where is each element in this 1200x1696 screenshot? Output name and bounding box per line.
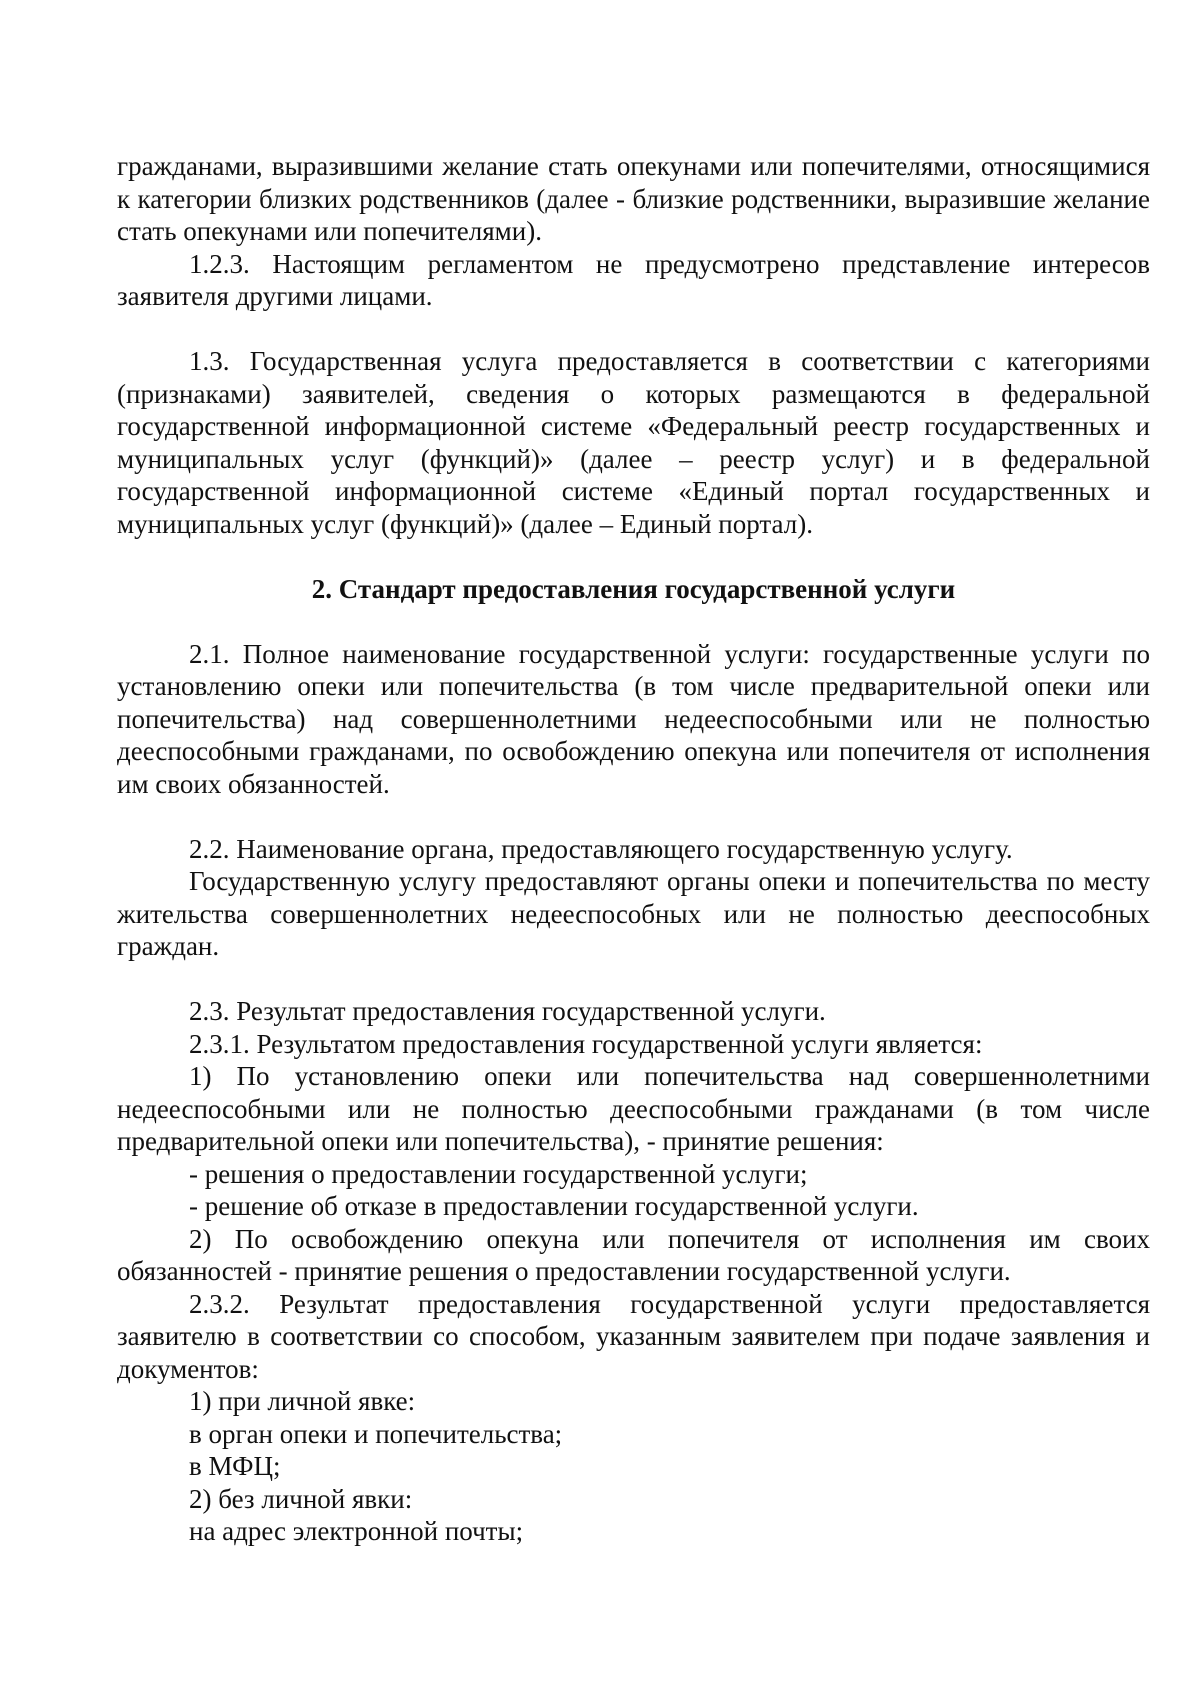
list-item-mfc: в МФЦ; <box>189 1451 281 1481</box>
document-page <box>117 150 1150 1548</box>
paragraph-2-2-body: Государственную услугу предоставляют органы опеки и попечительства по месту жительства совершеннолетних недееспособных или не полностью дееспособных граждан. <box>117 866 1150 961</box>
list-item-decision-refusal: - решение об отказе в предоставлении государственной услуги. <box>189 1191 919 1221</box>
list-item-decision-grant: - решения о предоставлении государственной услуги; <box>189 1158 808 1189</box>
list-item-in-person: 1) при личной явке: <box>189 1386 416 1416</box>
paragraph-2-2: 2.2. Наименование органа, предоставляющего государственную услугу. <box>189 833 1013 864</box>
list-item-guardianship: 1) По установлению опеки или попечительства над совершеннолетними недееспособными или не полностью дееспособными гражданами (в том числе предварительной опеки или попечительства), - принятие решения: <box>117 1061 1150 1156</box>
section-heading-2: 2. Стандарт предоставления государственной услуги <box>311 573 956 604</box>
list-item-remote: 2) без личной явки: <box>189 1483 413 1514</box>
paragraph-2-1: 2.1. Полное наименование государственной услуги: государственные услуги по установлению опеки или попечительства (в том числе предварительной опеки или попечительства) над совершеннолетними недееспособными или не полностью дееспособными гражданами, по освобождению опекуна или попечителя от исполнения им своих обязанностей. <box>117 638 1150 799</box>
paragraph-applicants-relatives: гражданами, выразившими желание стать опекунами или попечителями, относящимися к категории близких родственников (далее - близкие родственники, выразившие желание стать опекунами или попечителями). <box>117 151 1150 246</box>
paragraph-2-3: 2.3. Результат предоставления государственной услуги. <box>189 996 826 1026</box>
paragraph-2-3-1: 2.3.1. Результатом предоставления государственной услуги является: <box>189 1028 983 1059</box>
list-item-guardianship-authority: в орган опеки и попечительства; <box>189 1418 563 1449</box>
list-item-release: 2) По освобождению опекуна или попечителя от исполнения им своих обязанностей - принятие решения о предоставлении государственной услуги. <box>117 1223 1150 1286</box>
paragraph-1-2-3: 1.2.3. Настоящим регламентом не предусмотрено представление интересов заявителя другими лицами. <box>117 248 1150 311</box>
paragraph-1-3: 1.3. Государственная услуга предоставляется в соответствии с категориями (признаками) заявителей, сведения о которых размещаются в федеральной государственной информационной системе «Федеральный реестр государственных и муниципальных услуг (функций)» (далее – реестр услуг) и в федеральной государственной информационной системе «Единый портал государственных и муниципальных услуг (функций)» (далее – Единый портал). <box>117 346 1150 539</box>
list-item-email: на адрес электронной почты; <box>189 1516 524 1546</box>
paragraph-2-3-2: 2.3.2. Результат предоставления государственной услуги предоставляется заявителю в соответствии со способом, указанным заявителем при подаче заявления и документов: <box>117 1288 1150 1384</box>
